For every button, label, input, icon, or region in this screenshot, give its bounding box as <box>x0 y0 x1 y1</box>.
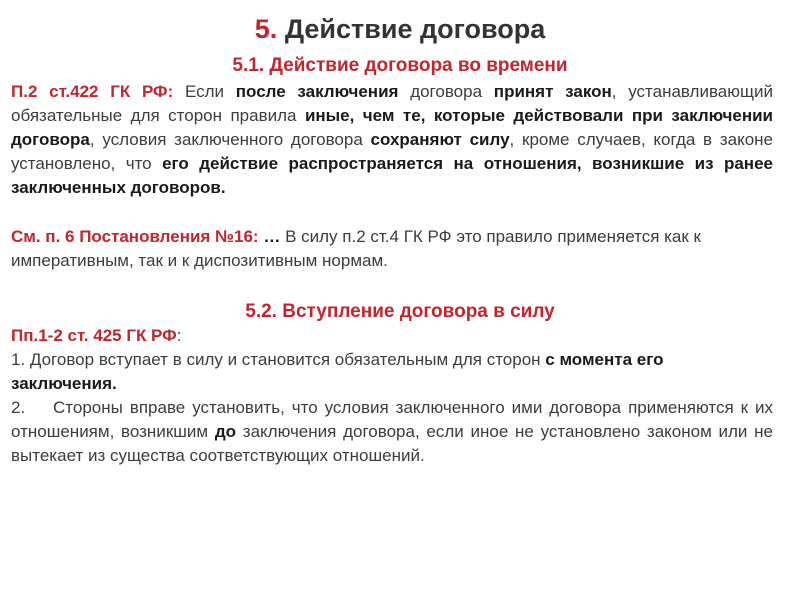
emphasis-text: сохраняют силу <box>370 130 510 149</box>
paragraph-text: Стороны вправе установить, что условия заключенного ими договора применяются к их отношениям, возникшим <box>11 398 773 441</box>
paragraph-text: договора <box>410 82 483 101</box>
title-number: 5. <box>254 14 278 44</box>
section-heading-5-2: 5.2. Вступление договора в силу <box>245 301 555 322</box>
paragraph-resolution-16 <box>11 225 773 273</box>
paragraph-text: , условия заключенного договора <box>89 130 363 149</box>
title-text: Действие договора <box>284 14 546 44</box>
paragraph-text: Если <box>184 82 225 101</box>
legal-reference: См. п. 6 Постановления №16: <box>11 227 259 246</box>
list-number: 2. <box>11 398 26 417</box>
ellipsis: … <box>263 227 281 246</box>
paragraph-text: В силу п.2 ст.4 ГК РФ это правило применяется как к императивным, так и к диспозитивным нормам. <box>11 227 701 270</box>
paragraph-text: , устанавливающий обязательные для сторон правила <box>11 82 773 125</box>
list-item-2 <box>11 396 773 468</box>
legal-reference: П.2 ст.422 ГК РФ: <box>11 82 174 101</box>
emphasis-text: с момента его заключения. <box>11 350 664 393</box>
emphasis-text: иные, чем те, которые действовали при заключении договора <box>11 106 773 149</box>
emphasis-text: после заключения <box>235 82 399 101</box>
paragraph-text: 1. Договор вступает в силу и становится обязательным для сторон <box>11 350 541 369</box>
paragraph-text: заключения договора, если иное не установлено законом или не вытекает из существа соответствующих отношений. <box>11 422 773 465</box>
emphasis-text: до <box>214 422 237 441</box>
paragraph-article-422 <box>11 80 773 200</box>
emphasis-text: принят закон <box>493 82 612 101</box>
emphasis-text: его действие распространяется на отношения, возникшие из ранее заключенных договоров. <box>11 154 773 197</box>
paragraph-article-425-ref <box>11 324 773 348</box>
page-title <box>0 14 800 45</box>
paragraph-text: , кроме случаев, когда в законе установлено, что <box>11 130 774 173</box>
section-heading-5-1: 5.1. Действие договора во времени <box>232 55 568 76</box>
list-item-1 <box>11 348 773 396</box>
legal-reference: Пп.1-2 ст. 425 ГК РФ <box>11 326 177 345</box>
colon: : <box>176 326 182 345</box>
